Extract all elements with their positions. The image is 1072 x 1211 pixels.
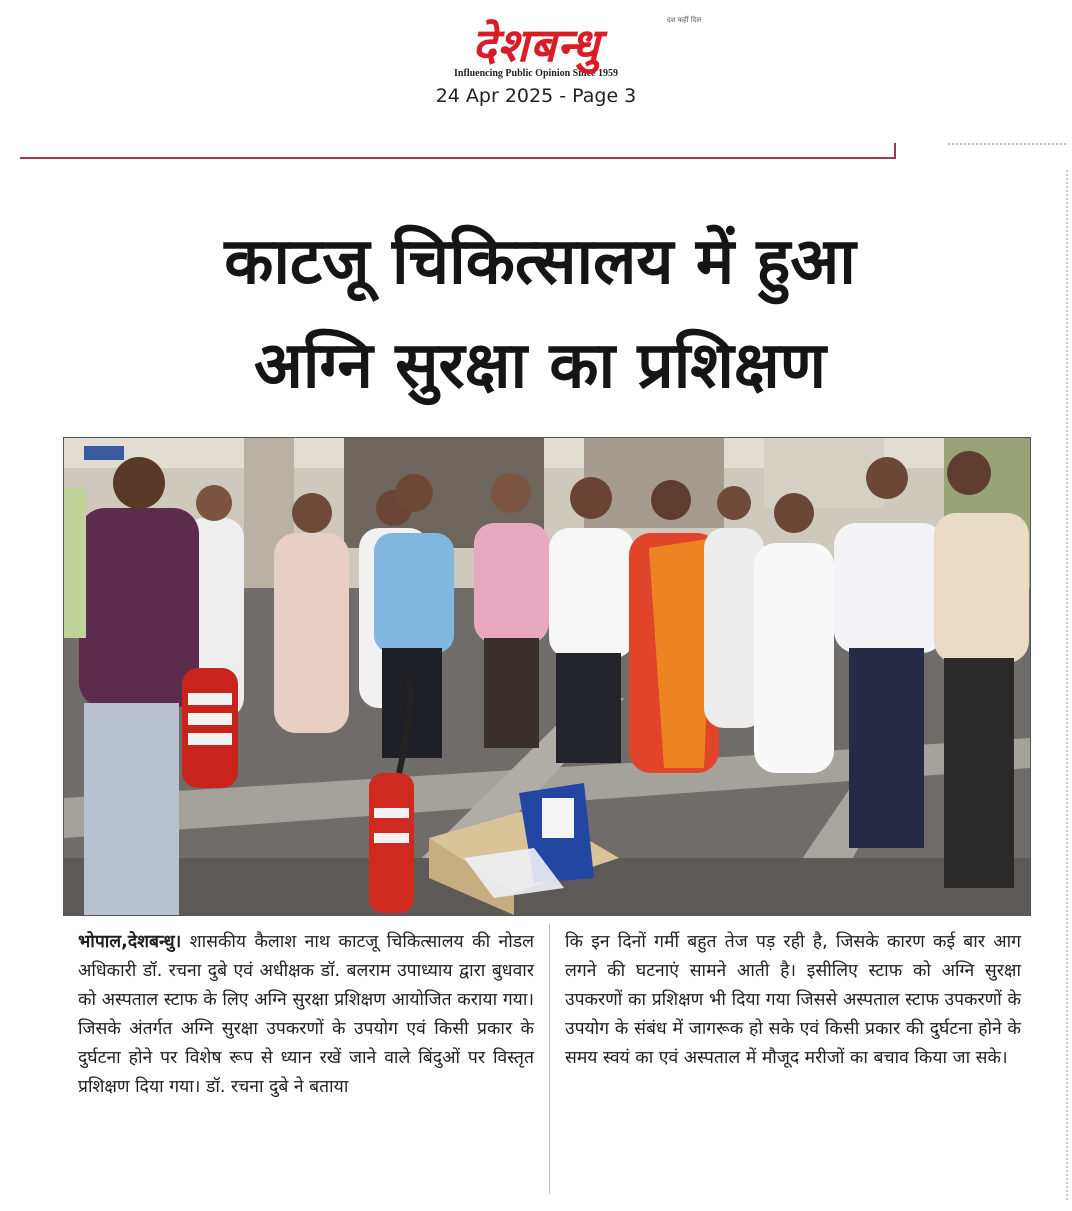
- column-divider: [549, 924, 550, 1194]
- article-dateline: भोपाल,देशबन्धु।: [78, 932, 182, 952]
- edition-date-page: 24 Apr 2025 - Page 3: [435, 85, 637, 107]
- news-photo: [63, 437, 1031, 916]
- article-body-col2: कि इन दिनों गर्मी बहुत तेज पड़ रही है, जिसके कारण कई बार आग लगने की घटनाएं सामने आती है। इसीलिए स्टाफ को अग्नि सुरक्षा उपकरणों का प्रशिक्षण भी दिया गया जिससे अस्पताल स्टाफ उपकरणों के उपयोग के संबंध में जागरूक हो सके एवं किसी प्रकार की दुर्घटना होने के समय स्वयं का एवं अस्पताल में मौजूद मरीजों का बचाव किया जा सके।: [565, 932, 1021, 1068]
- article-column-1: [78, 928, 534, 1102]
- clip-edge-top: [948, 143, 1066, 145]
- article-column-2: [565, 928, 1021, 1073]
- article-body-col1: शासकीय कैलाश नाथ काटजू चिकित्सालय की नोडल अधिकारी डॉ. रचना दुबे एवं अधीक्षक डॉ. बलराम उपाध्याय द्वारा बुधवार को अस्पताल स्टाफ के लिए अग्नि सुरक्षा प्रशिक्षण आयोजित कराया गया। जिसके अंतर्गत अग्नि सुरक्षा उपकरणों के उपयोग एवं किसी प्रकार के दुर्घटना होने पर विशेष रूप से ध्यान रखें जाने वाले बिंदुओं पर विस्तृत प्रशिक्षण दिया गया। डॉ. रचना दुबे ने बताया: [78, 932, 534, 1097]
- logo: [471, 16, 702, 72]
- tagline: Influencing Public Opinion Since 1959: [454, 68, 618, 79]
- header-rule-tick: [894, 143, 896, 159]
- logo-wordmark: देशबन्धु: [471, 18, 600, 72]
- headline-line-2: अग्नि सुरक्षा का प्रशिक्षण: [253, 329, 827, 403]
- headline-line-1: काटजू चिकित्सालय में हुआ: [224, 225, 856, 299]
- photo-illustration: [64, 438, 1030, 915]
- logo-small-text: दश कहीं दिल: [666, 16, 702, 24]
- page-title: [60, 210, 1020, 418]
- masthead: [0, 18, 1072, 107]
- clip-edge-right: [1066, 170, 1068, 1200]
- header-rule: [20, 157, 896, 159]
